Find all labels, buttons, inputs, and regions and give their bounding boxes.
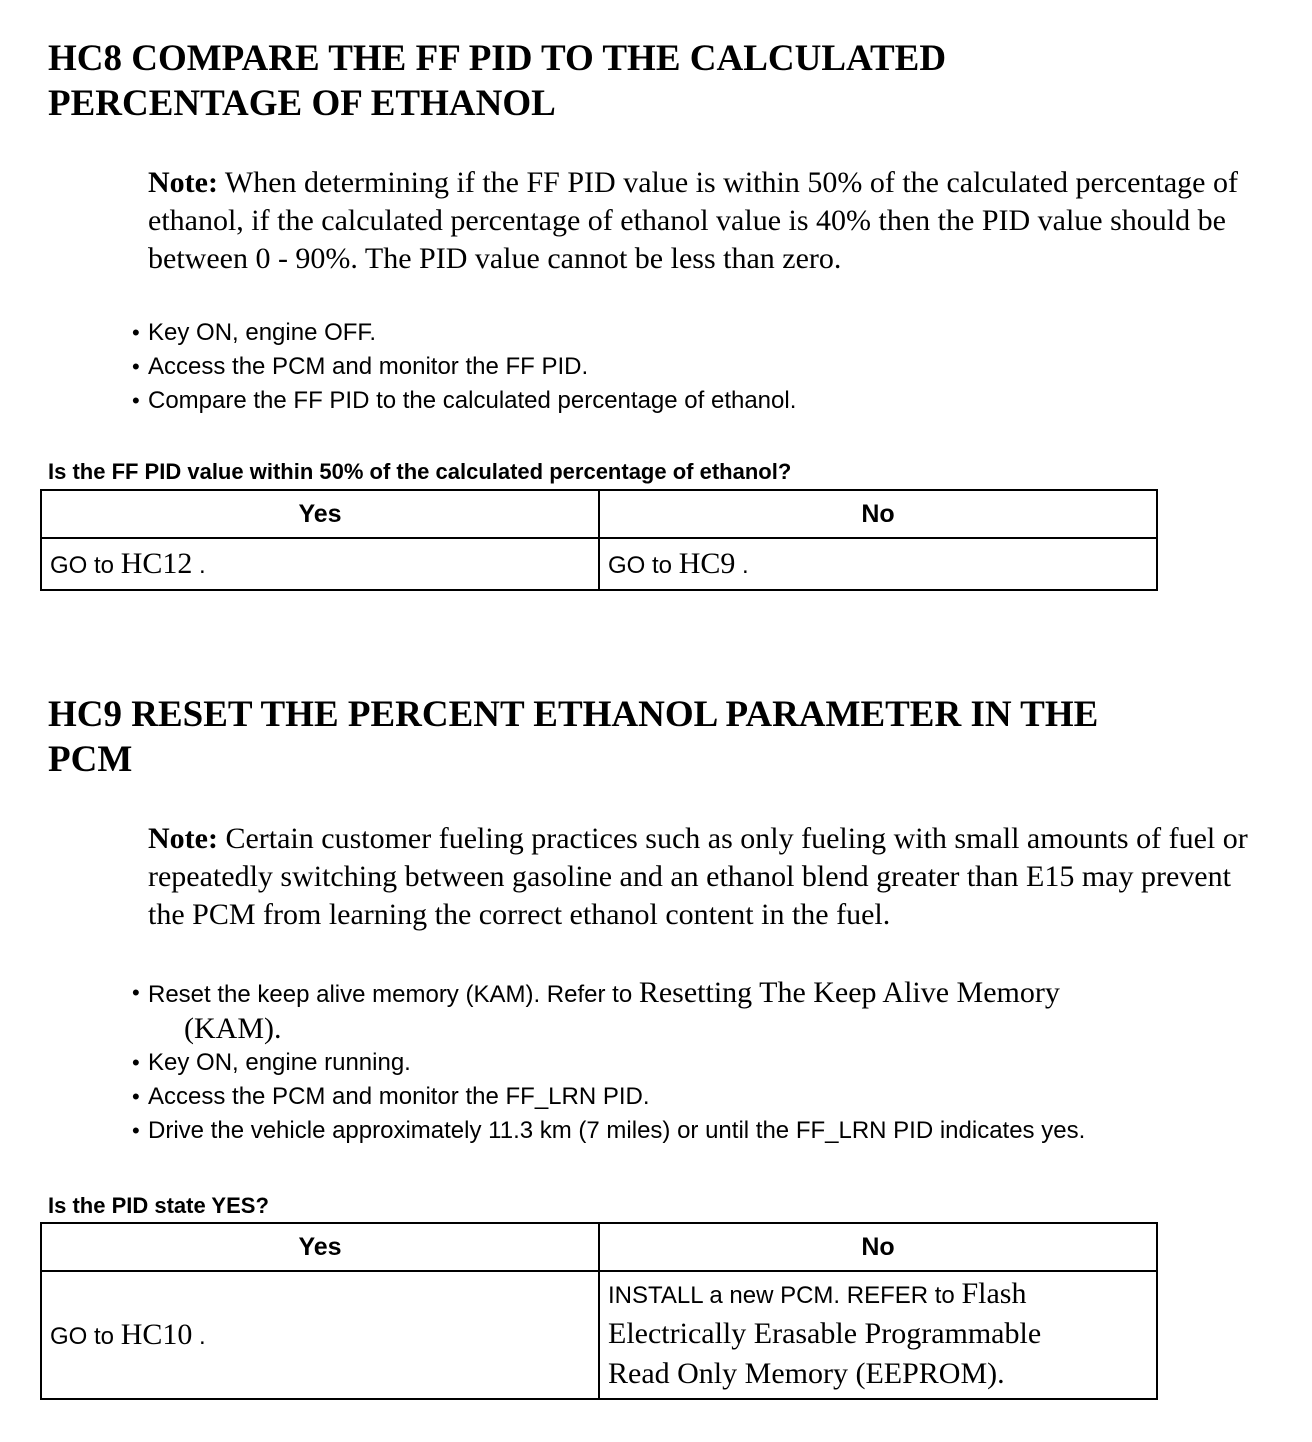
hc8-heading	[48, 36, 1248, 126]
hc9-note-label: Note:	[148, 822, 218, 855]
hc10-link[interactable]: HC10	[120, 1318, 193, 1351]
hc9-link[interactable]: HC9	[678, 547, 736, 580]
hc9-heading-line2: PCM	[48, 739, 133, 780]
hc9-heading	[48, 692, 1248, 782]
bullet-dot-icon: •	[132, 388, 140, 413]
hc8-step: • Compare the FF PID to the calculated percentage of ethanol.	[132, 384, 796, 418]
hc9-note-text: Certain customer fueling practices such as only fueling with small amounts of fuel or repeatedly switching between gasoline and an ethanol blend greater than E15 may prevent the PCM from learning the correct ethanol content in the fuel.	[148, 822, 1248, 931]
hc8-note-label: Note:	[148, 166, 218, 199]
bullet-dot-icon: •	[132, 980, 140, 1005]
eeprom-flash-link[interactable]: Flash	[961, 1277, 1027, 1310]
hc9-yes-header: Yes	[41, 1223, 599, 1271]
bullet-dot-icon: •	[132, 1084, 140, 1109]
hc9-no-header: No	[599, 1223, 1157, 1271]
hc9-note	[148, 820, 1268, 934]
kam-reset-link-cont[interactable]: (KAM).	[184, 1012, 282, 1045]
hc8-yes-header: Yes	[41, 490, 599, 538]
hc9-decision-table	[40, 1222, 1158, 1400]
hc8-step: • Access the PCM and monitor the FF PID.	[132, 350, 796, 384]
hc9-step: • Drive the vehicle approximately 11.3 km (7 miles) or until the FF_LRN PID indicates yes.	[132, 1114, 1085, 1148]
hc8-heading-line1: HC8 COMPARE THE FF PID TO THE CALCULATED	[48, 38, 947, 79]
hc8-step: • Key ON, engine OFF.	[132, 316, 796, 350]
hc8-question: Is the FF PID value within 50% of the calculated percentage of ethanol?	[48, 459, 792, 484]
bullet-dot-icon: •	[132, 354, 140, 379]
bullet-dot-icon: •	[132, 1118, 140, 1143]
hc8-note	[148, 164, 1268, 278]
hc9-heading-line1: HC9 RESET THE PERCENT ETHANOL PARAMETER IN THE	[48, 694, 1099, 735]
kam-reset-link[interactable]: Resetting The Keep Alive Memory	[638, 976, 1060, 1009]
hc8-note-text: When determining if the FF PID value is within 50% of the calculated percentage of ethanol, if the calculated percentage of ethanol value is 40% then the PID value should be between 0 - 90%. The PID value cannot be less than zero.	[148, 166, 1238, 275]
hc9-step: • Access the PCM and monitor the FF_LRN PID.	[132, 1080, 1085, 1114]
hc9-no-cell: INSTALL a new PCM. REFER to Flash Electrically Erasable Programmable Read Only Memory (EEPROM).	[599, 1271, 1157, 1399]
eeprom-flash-link-cont[interactable]: Electrically Erasable Programmable	[608, 1317, 1042, 1350]
hc8-yes-cell: GO to HC12 .	[41, 538, 599, 590]
hc8-no-cell: GO to HC9 .	[599, 538, 1157, 590]
hc8-heading-line2: PERCENTAGE OF ETHANOL	[48, 83, 556, 124]
hc12-link[interactable]: HC12	[120, 547, 193, 580]
eeprom-flash-link-cont[interactable]: Read Only Memory (EEPROM).	[608, 1357, 1005, 1390]
hc9-yes-cell: GO to HC10 .	[41, 1271, 599, 1399]
bullet-dot-icon: •	[132, 320, 140, 345]
hc8-decision-table	[40, 489, 1158, 591]
hc9-question: Is the PID state YES?	[48, 1193, 269, 1218]
hc8-no-header: No	[599, 490, 1157, 538]
bullet-dot-icon: •	[132, 1050, 140, 1075]
hc9-step: • Key ON, engine running.	[132, 1046, 1085, 1080]
hc9-steps	[132, 976, 1085, 1148]
hc9-step: • Reset the keep alive memory (KAM). Refer to Resetting The Keep Alive Memory (KAM).	[132, 976, 1085, 1046]
hc8-steps	[132, 316, 796, 418]
